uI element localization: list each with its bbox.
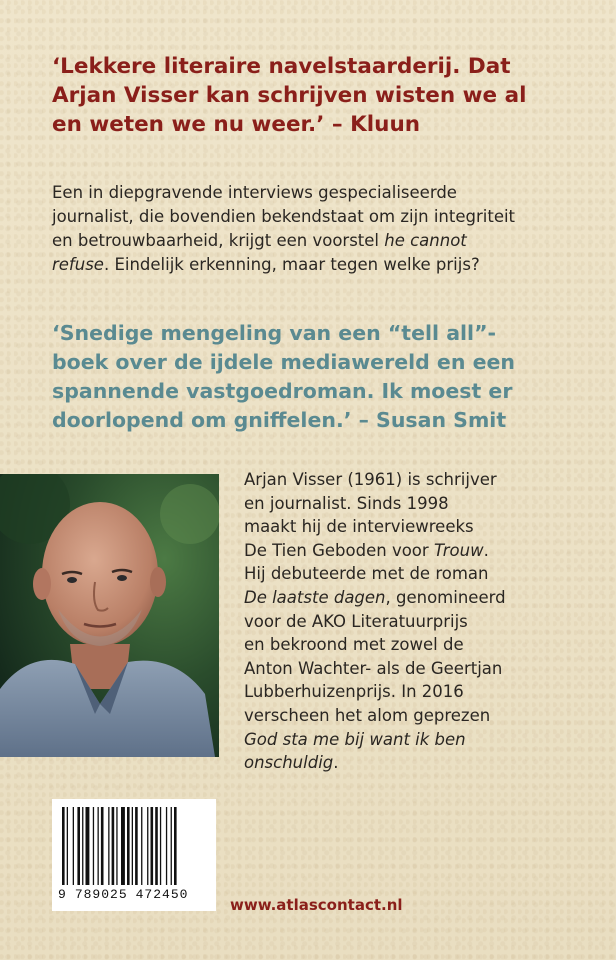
quote-kluun bbox=[52, 52, 592, 139]
bio-line: verscheen het alom geprezen bbox=[244, 705, 491, 725]
bio-line: , genomineerd bbox=[385, 587, 506, 607]
isbn-group-1: 789025 bbox=[74, 887, 128, 902]
barcode-bar bbox=[67, 807, 68, 885]
bio-line: . bbox=[333, 753, 339, 773]
barcode-bar bbox=[174, 807, 177, 885]
barcode-bar bbox=[155, 807, 158, 885]
blurb-italic: refuse bbox=[52, 255, 104, 274]
isbn-group-2: 472450 bbox=[135, 887, 189, 902]
bio-line: Hij debuteerde met de roman bbox=[244, 564, 489, 584]
author-photo bbox=[0, 474, 219, 757]
quote-smit-line: ‘Snedige mengeling van een “tell all”- bbox=[52, 321, 497, 345]
quote-kluun-line: ‘Lekkere literaire navelstaarderij. Dat bbox=[52, 54, 511, 79]
barcode-bar bbox=[116, 807, 117, 885]
quote-kluun-line: en weten we nu weer.’ – Kluun bbox=[52, 112, 421, 137]
bio-italic: De laatste dagen bbox=[244, 587, 386, 607]
barcode-bar bbox=[160, 807, 161, 885]
bio-line: en journalist. Sinds 1998 bbox=[244, 493, 449, 513]
bio-line: voor de AKO Literatuurprijs bbox=[244, 611, 468, 631]
quote-smit-line: boek over de ijdele mediawereld en een bbox=[52, 350, 515, 374]
barcode-bar bbox=[98, 807, 99, 885]
blurb-line: Een in diepgravende interviews gespecialiseerde bbox=[52, 183, 457, 202]
barcode-bar bbox=[101, 807, 104, 885]
bio-line: Lubberhuizenprijs. In 2016 bbox=[244, 682, 464, 702]
barcode-bar bbox=[132, 807, 133, 885]
author-bio bbox=[244, 468, 604, 775]
blurb-line: journalist, die bovendien bekendstaat om zijn integriteit bbox=[52, 207, 516, 226]
bio-line: en bekroond met zowel de bbox=[244, 635, 464, 655]
isbn-barcode bbox=[52, 799, 216, 911]
barcode-bar bbox=[73, 807, 74, 885]
bio-italic: onschuldig bbox=[244, 753, 334, 773]
bio-italic: Trouw bbox=[433, 540, 484, 560]
bio-line: Anton Wachter- als de Geertjan bbox=[244, 658, 503, 678]
quote-susan-smit bbox=[52, 319, 597, 435]
barcode-bar bbox=[112, 807, 115, 885]
quote-smit-line: spannende vastgoedroman. Ik moest er bbox=[52, 379, 513, 403]
barcode-bar bbox=[135, 807, 138, 885]
barcode-bar bbox=[147, 807, 148, 885]
isbn-number bbox=[58, 887, 212, 902]
blurb-line: . Eindelijk erkenning, maar tegen welke prijs? bbox=[103, 255, 480, 274]
barcode-bar bbox=[166, 807, 167, 885]
publisher-url[interactable]: www.atlascontact.nl bbox=[230, 896, 403, 914]
barcode-bar bbox=[86, 807, 90, 885]
bio-line: Arjan Visser (1961) is schrijver bbox=[244, 470, 497, 489]
bio-line: De Tien Geboden voor bbox=[244, 540, 434, 560]
bio-line: . bbox=[483, 540, 489, 560]
barcode-bar bbox=[62, 807, 65, 885]
barcode-bar bbox=[121, 807, 125, 885]
blurb-line: en betrouwbaarheid, krijgt een voorstel bbox=[52, 231, 385, 250]
barcode-bar bbox=[77, 807, 80, 885]
isbn-first-digit: 9 bbox=[58, 887, 67, 902]
barcode-bar bbox=[171, 807, 172, 885]
author-portrait-illustration bbox=[0, 474, 219, 757]
book-blurb bbox=[52, 181, 597, 277]
barcode-bar bbox=[151, 807, 154, 885]
quote-smit-line: doorlopend om gniffelen.’ – Susan Smit bbox=[52, 408, 507, 432]
barcode-bars bbox=[60, 807, 208, 885]
barcode-bar bbox=[93, 807, 94, 885]
bio-italic: God sta me bij want ik ben bbox=[244, 729, 466, 749]
blurb-italic: he cannot bbox=[384, 231, 467, 250]
barcode-bar bbox=[141, 807, 142, 885]
barcode-bar bbox=[108, 807, 109, 885]
barcode-bar bbox=[82, 807, 83, 885]
quote-kluun-line: Arjan Visser kan schrijven wisten we al bbox=[52, 83, 527, 108]
bio-line: maakt hij de interviewreeks bbox=[244, 517, 474, 537]
barcode-bar bbox=[127, 807, 130, 885]
